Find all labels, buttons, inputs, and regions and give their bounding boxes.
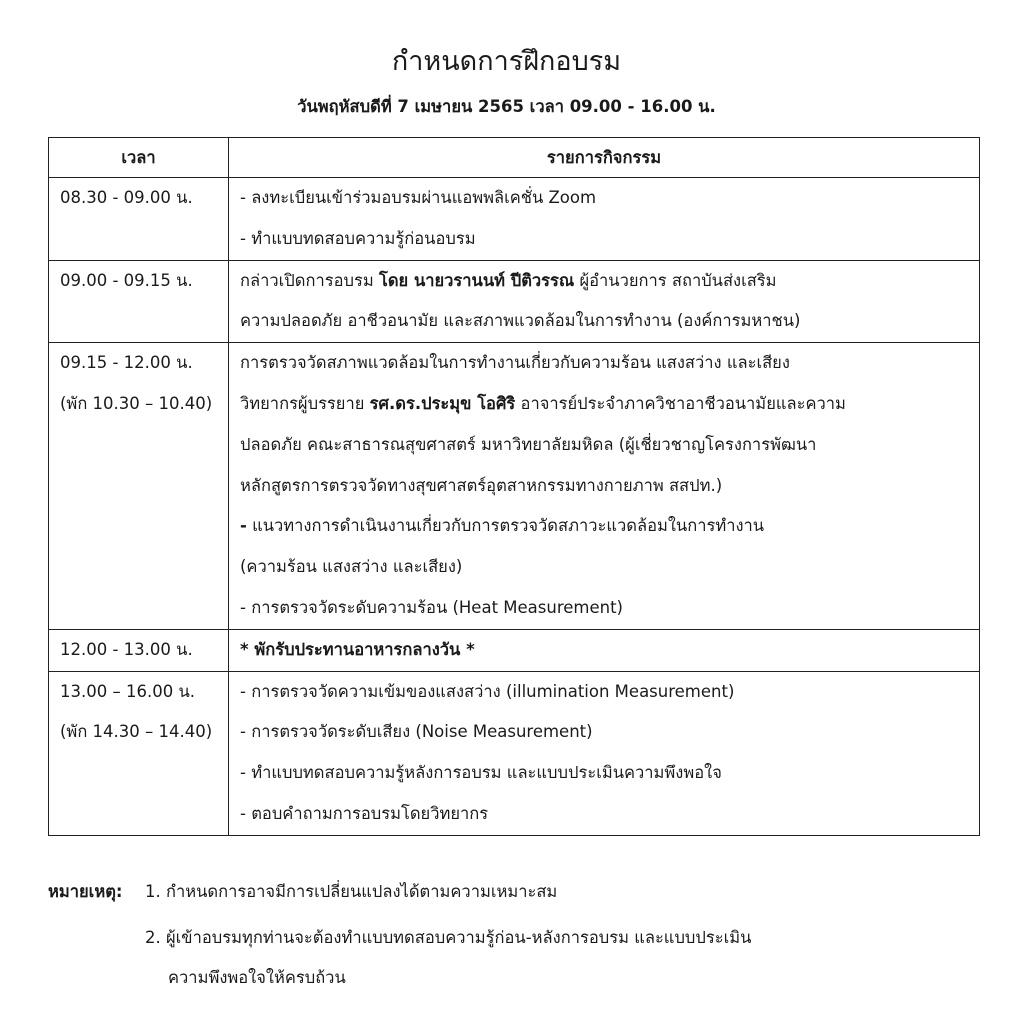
note-item-2-continued: ความพึงพอใจให้ครบถ้วน: [168, 968, 346, 987]
activity-line: วิทยากรผู้บรรยาย รศ.ดร.ประมุข โอศิริ อาจารย์ประจำภาควิชาอาชีวอนามัยและความ: [240, 393, 846, 413]
activity-cell: [229, 343, 980, 630]
time-cell: [49, 671, 229, 835]
time-text: 09.00 - 09.15 น.: [60, 270, 193, 290]
table-row: [49, 260, 980, 343]
header-time: เวลา: [49, 138, 229, 178]
activity-line: - การตรวจวัดระดับเสียง (Noise Measurement): [240, 722, 593, 742]
time-cell: [49, 629, 229, 671]
note-item-1: 1. กำหนดการอาจมีการเปลี่ยนแปลงได้ตามความเหมาะสม: [145, 882, 558, 901]
time-text: 12.00 - 13.00 น.: [60, 639, 193, 659]
activity-line: (ความร้อน แสงสว่าง และเสียง): [240, 557, 463, 577]
time-text: 09.15 - 12.00 น.: [60, 353, 193, 373]
activity-line: การตรวจวัดสภาพแวดล้อมในการทำงานเกี่ยวกับความร้อน แสงสว่าง และเสียง: [240, 353, 790, 373]
table-row: [49, 343, 980, 630]
table-row: [49, 671, 980, 835]
page-title: กำหนดการฝึกอบรม: [391, 46, 622, 77]
table-header-row: [49, 138, 980, 178]
notes-label: หมายเหตุ:: [48, 882, 123, 901]
note-item-2: 2. ผู้เข้าอบรมทุกท่านจะต้องทำแบบทดสอบความรู้ก่อน-หลังการอบรม และแบบประเมิน: [145, 928, 752, 947]
time-text: 08.30 - 09.00 น.: [60, 188, 193, 207]
header-activities: รายการกิจกรรม: [229, 138, 980, 178]
break-time-text: (พัก 14.30 – 14.40): [60, 722, 213, 742]
activity-line: - ทำแบบทดสอบความรู้หลังการอบรม และแบบประเมินความพึงพอใจ: [240, 763, 722, 783]
activity-line: กล่าวเปิดการอบรม โดย นายวรานนท์ ปีติวรรณ ผู้อำนวยการ สถาบันส่งเสริม: [240, 270, 777, 290]
speaker-name: รศ.ดร.ประมุข โอศิริ: [369, 393, 516, 413]
break-time-text: (พัก 10.30 – 10.40): [60, 393, 213, 413]
speaker-name: โดย นายวรานนท์ ปีติวรรณ: [378, 270, 575, 290]
schedule-table: [48, 137, 980, 836]
activity-line: - ทำแบบทดสอบความรู้ก่อนอบรม: [240, 228, 476, 248]
activity-cell: [229, 260, 980, 343]
time-cell: [49, 343, 229, 630]
time-cell: [49, 178, 229, 261]
table-row-lunch: [49, 629, 980, 671]
lunch-text: * พักรับประทานอาหารกลางวัน *: [240, 639, 475, 659]
activity-cell: [229, 671, 980, 835]
activity-line: - การตรวจวัดระดับความร้อน (Heat Measurement): [240, 597, 623, 617]
activity-line: ความปลอดภัย อาชีวอนามัย และสภาพแวดล้อมในการทำงาน (องค์การมหาชน): [240, 311, 801, 331]
activity-line: - ลงทะเบียนเข้าร่วมอบรมผ่านแอพพลิเคชั่น Zoom: [240, 188, 597, 207]
page-subtitle-date: วันพฤหัสบดีที่ 7 เมษายน 2565 เวลา 09.00 - 16.00 น.: [297, 97, 716, 116]
activity-cell: [229, 178, 980, 261]
activity-line: - การตรวจวัดความเข้มของแสงสว่าง (illumination Measurement): [240, 681, 735, 701]
lunch-cell: [229, 629, 980, 671]
table-row: [49, 178, 980, 261]
time-cell: [49, 260, 229, 343]
activity-line: หลักสูตรการตรวจวัดทางสุขศาสตร์อุตสาหกรรมทางกายภาพ สสปท.): [240, 475, 723, 495]
activity-line: - ตอบคำถามการอบรมโดยวิทยากร: [240, 803, 489, 823]
activity-line: - แนวทางการดำเนินงานเกี่ยวกับการตรวจวัดสภาวะแวดล้อมในการทำงาน: [240, 516, 765, 536]
activity-line: ปลอดภัย คณะสาธารณสุขศาสตร์ มหาวิทยาลัยมหิดล (ผู้เชี่ยวชาญโครงการพัฒนา: [240, 434, 817, 454]
time-text: 13.00 – 16.00 น.: [60, 681, 195, 701]
